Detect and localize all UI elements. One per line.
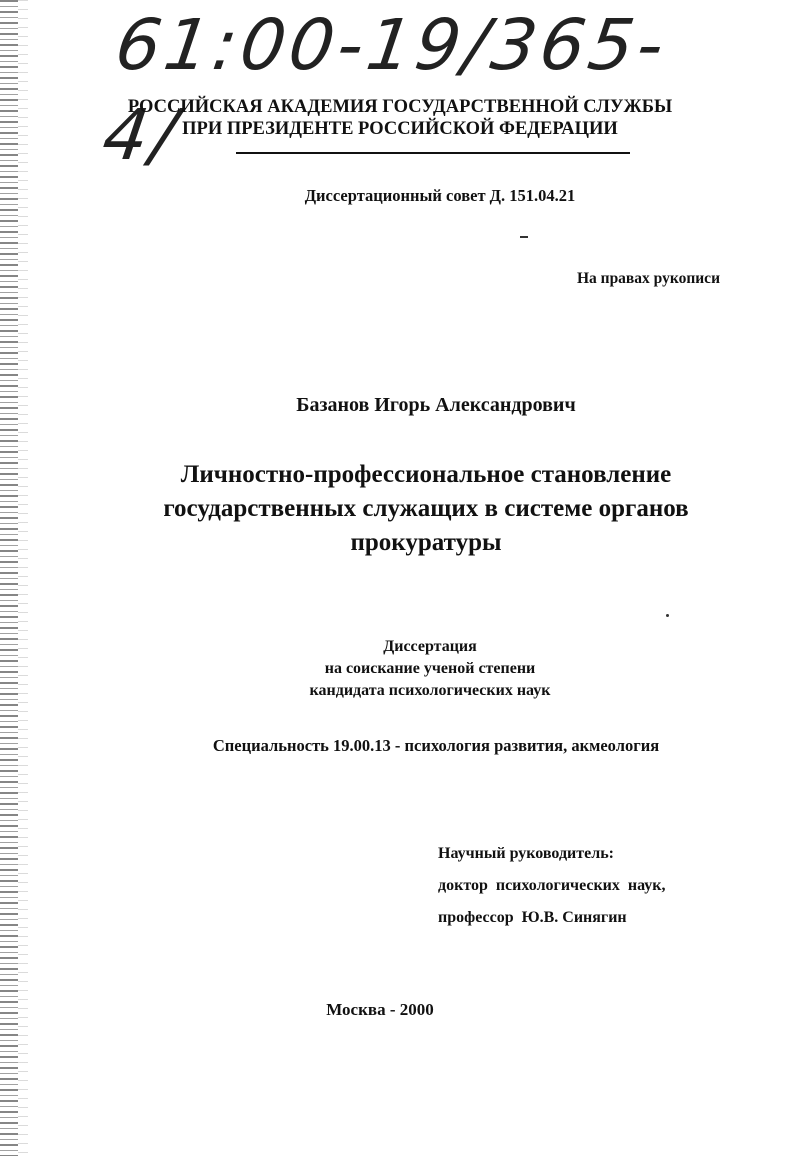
title-line-1: Личностно-профессиональное становление bbox=[180, 461, 672, 488]
organization-header bbox=[0, 96, 800, 140]
advisor-label: Научный руководитель: bbox=[438, 845, 614, 862]
title-line-2: государственных служащих в системе органов bbox=[163, 495, 689, 522]
work-type bbox=[30, 636, 800, 702]
scan-edge-artifact-light bbox=[18, 0, 28, 1156]
scan-mark bbox=[520, 236, 528, 238]
city-year: Москва - 2000 bbox=[326, 1000, 434, 1019]
dissertation-title bbox=[26, 458, 800, 560]
scan-speck bbox=[666, 614, 669, 617]
work-type-line-3: кандидата психологических наук bbox=[309, 682, 551, 699]
scan-edge-artifact bbox=[0, 0, 18, 1156]
organization-line-2: ПРИ ПРЕЗИДЕНТЕ РОССИЙСКОЙ ФЕДЕРАЦИИ bbox=[182, 119, 618, 139]
advisor-degree: доктор психологических наук, bbox=[438, 877, 666, 894]
handwritten-code-text: 61:00-19/365-4/ bbox=[97, 4, 673, 176]
advisor-name: профессор Ю.В. Синягин bbox=[438, 909, 627, 926]
work-type-line-2: на соискание ученой степени bbox=[324, 660, 536, 677]
header-divider bbox=[236, 152, 630, 154]
work-type-line-1: Диссертация bbox=[383, 638, 477, 655]
dissertation-council: Диссертационный совет Д. 151.04.21 bbox=[304, 186, 576, 205]
scientific-advisor bbox=[438, 838, 666, 934]
specialty: Специальность 19.00.13 - психология развития, акмеология bbox=[212, 736, 660, 755]
title-line-3: прокуратуры bbox=[350, 529, 502, 556]
organization-line-1: РОССИЙСКАЯ АКАДЕМИЯ ГОСУДАРСТВЕННОЙ СЛУЖБЫ bbox=[127, 97, 673, 117]
author-name: Базанов Игорь Александрович bbox=[296, 394, 576, 416]
manuscript-rights: На правах рукописи bbox=[576, 270, 720, 287]
